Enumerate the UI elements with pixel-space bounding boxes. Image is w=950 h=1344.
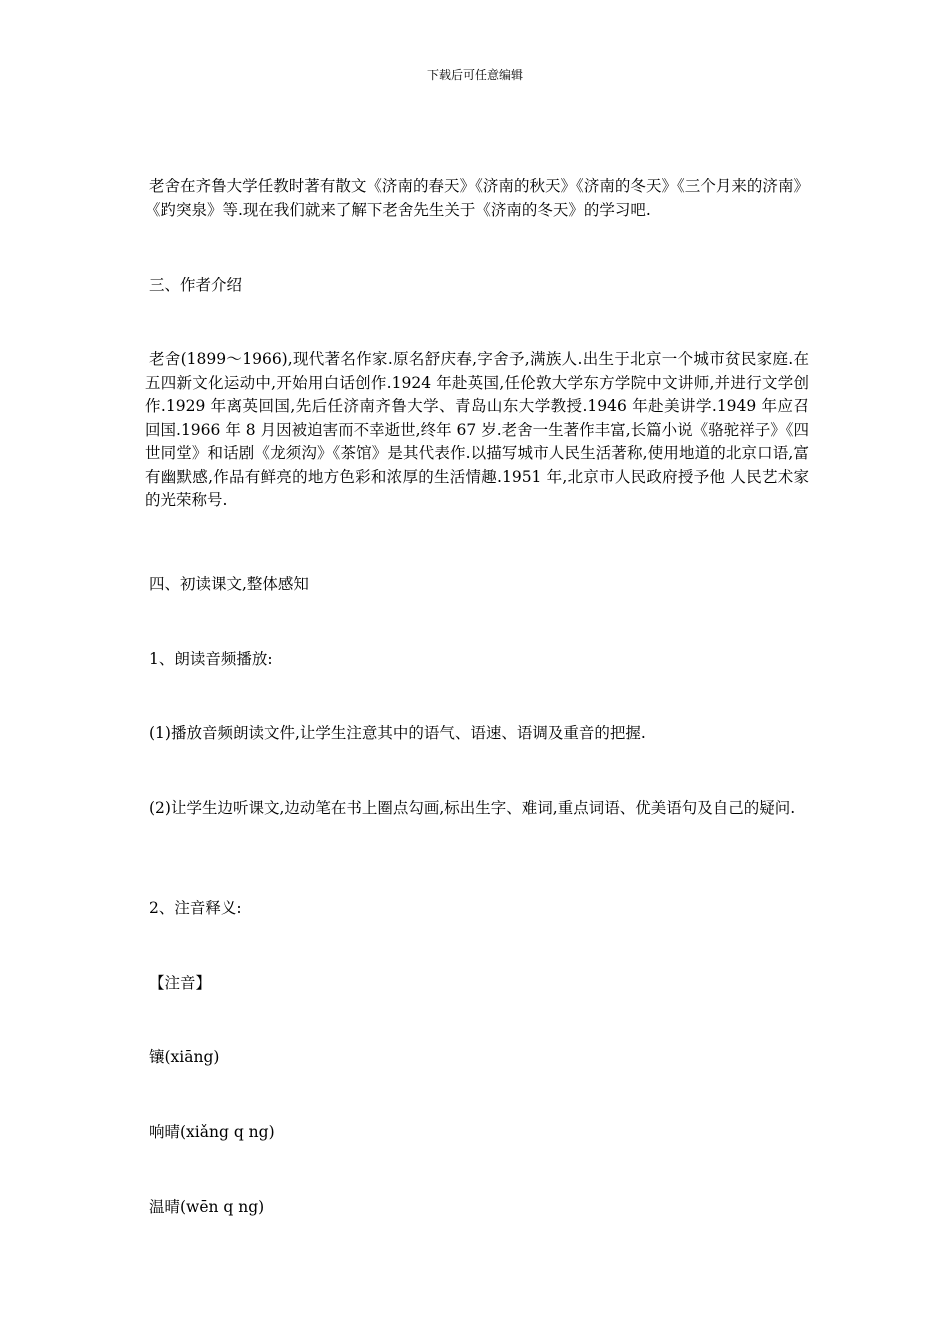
vocab-word: 温晴(wēn q ng) bbox=[149, 1198, 265, 1216]
intro-paragraph: 老舍在齐鲁大学任教时著有散文《济南的春天》《济南的秋天》《济南的冬天》《三个月来的济南》《趵突泉》等.现在我们就来了解下老舍先生关于《济南的冬天》的学习吧. bbox=[145, 177, 809, 219]
author-paragraph: 老舍(1899～1966),现代著名作家.原名舒庆春,字舍予,满族人.出生于北京一个城市贫民家庭.在五四新文化运动中,开始用白话创作.1924 年赴英国,任伦敦大学东方学院中文讲师,并进行文学创作.1929 年离英回国,先后任济南齐鲁大学、青岛山东大学教授.1946 年赴美讲学.1949 年应召回国.1966 年 8 月因被迫害而不幸逝世,终年 67 岁.老舍一生著作丰富,长篇小说《骆驼祥子》《四世同堂》和话剧《龙须沟》《茶馆》是其代表作.以描写城市人民生活著称,使用地道的北京口语,富有幽默感,作品有鲜亮的地方色彩和浓厚的生活情趣.1951 年,北京市人民政府授予他 人民艺术家 的光荣称号. bbox=[145, 350, 809, 509]
audio-item-1: (1)播放音频朗读文件,让学生注意其中的语气、语速、语调及重音的把握. bbox=[149, 724, 646, 742]
section-heading-author: 三、作者介绍 bbox=[149, 276, 243, 294]
section-heading-first-reading: 四、初读课文,整体感知 bbox=[149, 575, 309, 593]
vocab-word: 响晴(xiǎng q ng) bbox=[149, 1123, 275, 1141]
zhuyin-heading: 【注音】 bbox=[149, 974, 212, 992]
subheading-annotation: 2、注音释义: bbox=[149, 899, 242, 917]
header-note: 下载后可任意编辑 bbox=[426, 68, 523, 82]
vocab-word: 镶(xiāng) bbox=[149, 1048, 220, 1066]
audio-item-2: (2)让学生边听课文,边动笔在书上圈点勾画,标出生字、难词,重点词语、优美语句及自己的疑问. bbox=[149, 799, 796, 817]
subheading-audio: 1、朗读音频播放: bbox=[149, 650, 273, 668]
